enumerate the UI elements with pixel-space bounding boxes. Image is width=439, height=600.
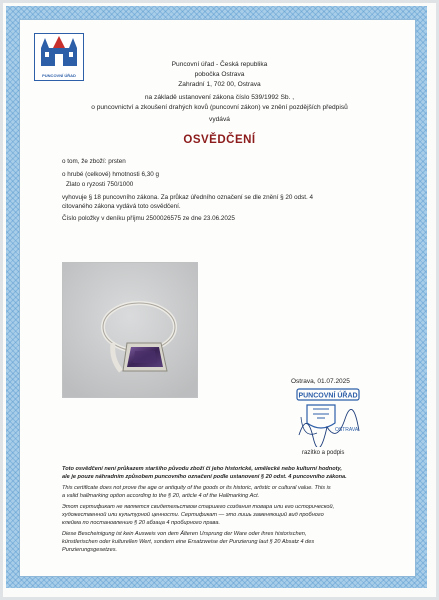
note-ru-line2: художественной или культурной ценности. Сертификат — это лишь заменяющий вид пробного bbox=[62, 512, 324, 518]
issues-label: vydává bbox=[209, 116, 230, 123]
authority-name: Puncovní úřad - Česká republika bbox=[171, 61, 268, 68]
authority-address: Zahradní 1, 702 00, Ostrava bbox=[178, 81, 261, 88]
note-cz-line2: ale je pouze náhradním způsobem puncovního označení podle ustanovení § 20 odst. 4 puncovního zákona. bbox=[62, 474, 347, 480]
item-line: o tom, že zboží: prsten bbox=[62, 158, 126, 165]
compliance-line2: citovaného zákona vydává toto osvědčení. bbox=[62, 203, 181, 210]
register-line: Číslo položky v deníku příjmu 2500026575 ze dne 23.06.2025 bbox=[62, 215, 235, 222]
note-en-line1: This certificate does not prove the age or antiquity of the goods or its historic, artistic or cultural value. This is bbox=[62, 485, 331, 491]
logo-caption: PUNCOVNÍ ÚŘAD bbox=[42, 73, 76, 78]
note-de-line1: Diese Bescheinigung ist kein Ausweis von dem Älteren Ursprung der Ware oder ihres historischen, bbox=[62, 531, 307, 537]
fineness-line: Zlato o ryzosti 750/1000 bbox=[66, 181, 134, 188]
seal-text: PUNCOVNÍ ÚŘAD bbox=[298, 392, 358, 400]
note-de-line3: Punzierungsgesetzes. bbox=[62, 547, 118, 553]
legal-basis-line1: na základě ustanovení zákona číslo 539/1992 Sb. , bbox=[144, 94, 295, 101]
note-ru-line1: Этот сертификат не является свидетельством старшего создания товара или его исторической, bbox=[62, 504, 335, 510]
legal-basis-line2: o puncovnictví a zkoušení drahých kovů (puncovní zákon) ve znění pozdějších předpisů bbox=[91, 104, 348, 111]
compliance-line1: vyhovuje § 18 puncovního zákona. Za průkaz úředního označení se dle znění § 20 odst. 4 bbox=[62, 194, 313, 201]
note-de-line2: künstlerischen oder kulturellen Wert, sondern eine Ersatzweise der Punzierung laut § 20 Absatz 4 des bbox=[62, 539, 315, 545]
issue-place-date: Ostrava, 01.07.2025 bbox=[291, 378, 350, 385]
official-seal-icon bbox=[293, 387, 363, 447]
seal-sub: OSTRAVA bbox=[335, 427, 359, 433]
branch-name: pobočka Ostrava bbox=[194, 71, 245, 78]
ring-photo bbox=[62, 262, 198, 398]
certificate-title: OSVĚDČENÍ bbox=[183, 134, 256, 146]
signature-label: razítko a podpis bbox=[302, 450, 345, 456]
note-ru-line3: клейма по постановлению § 20 абзаца 4 пробирного права. bbox=[62, 520, 221, 526]
note-en-line2: a valid hallmarking option according to the § 20, article 4 of the Hallmarking Act. bbox=[62, 493, 260, 499]
note-cz-line1: Toto osvědčení není průkazem staršího původu zboží či jeho historické, umělecké nebo kulturní hodnoty, bbox=[62, 466, 342, 472]
weight-line: o hrubé (celkové) hmotnosti 6,30 g bbox=[62, 171, 159, 178]
